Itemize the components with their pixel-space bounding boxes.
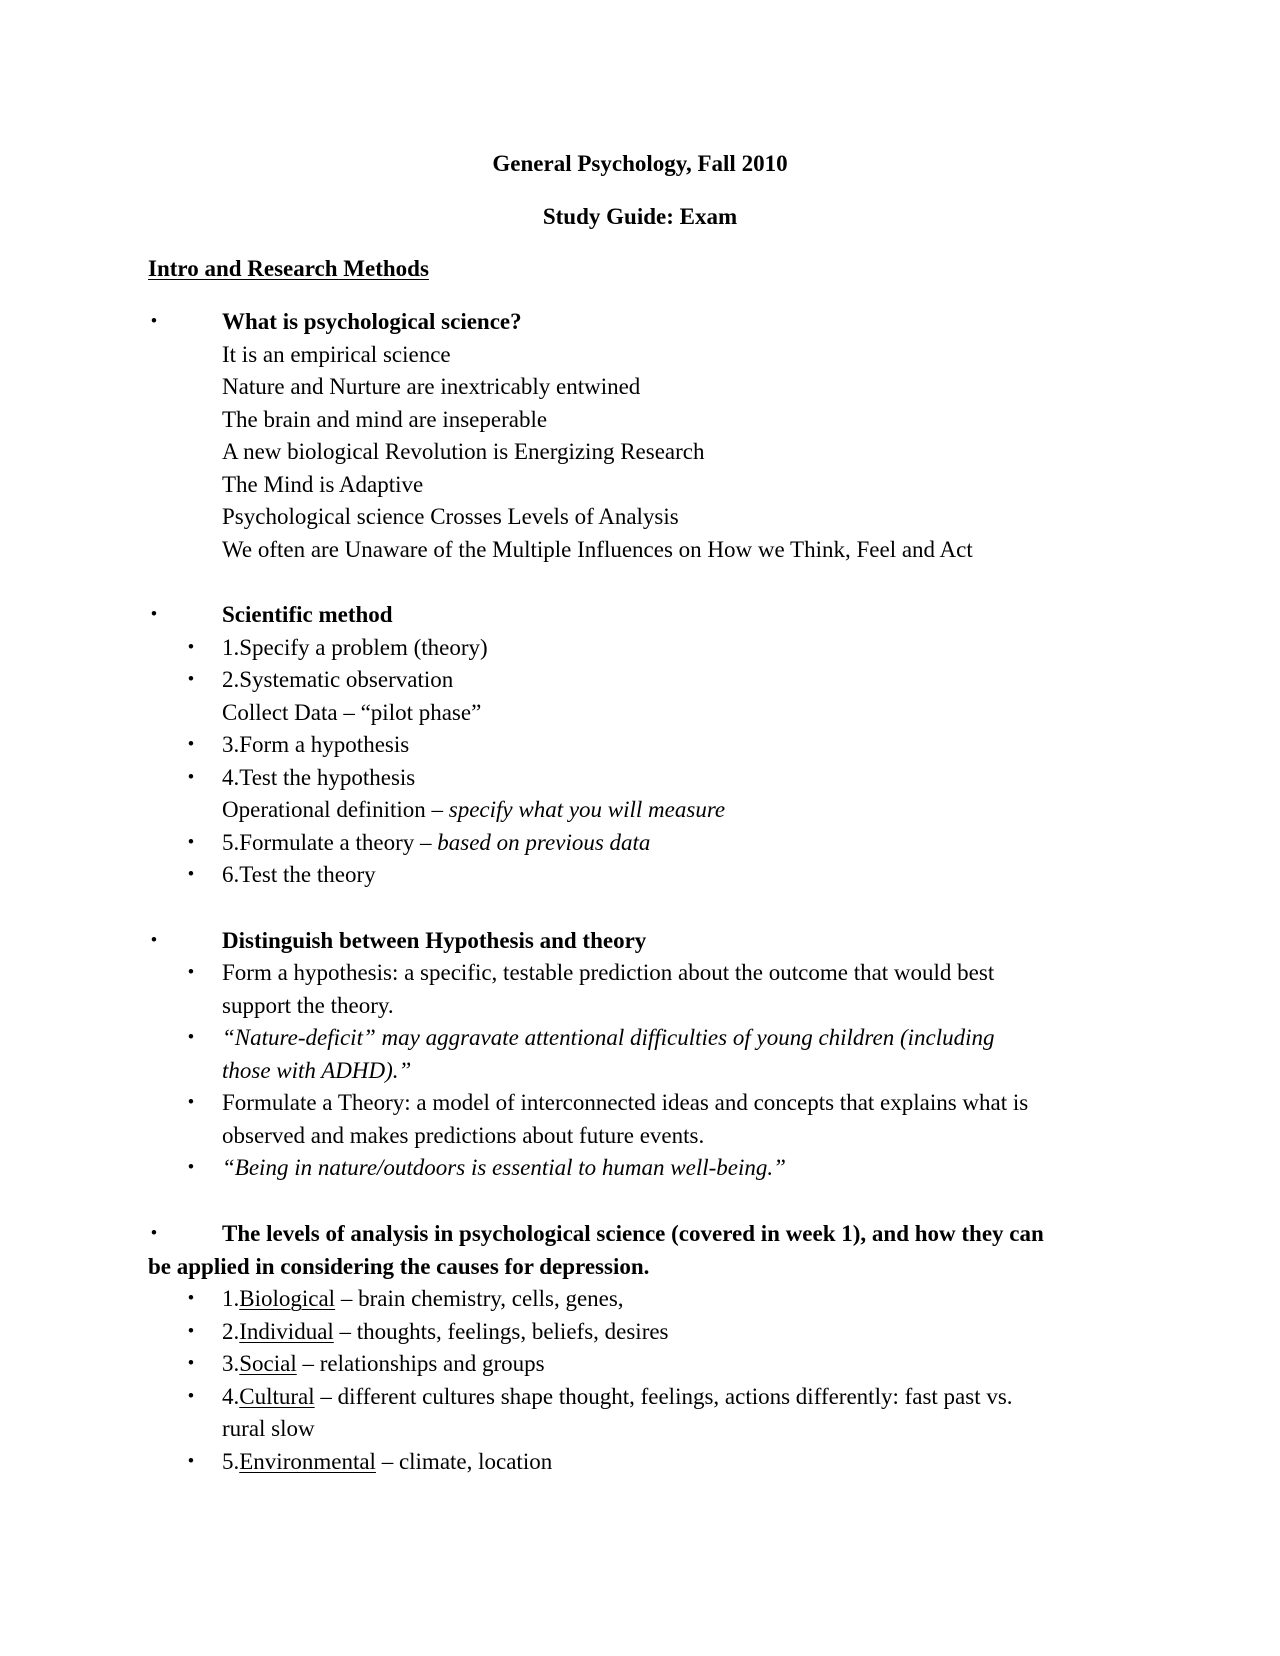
list-item-note: Collect Data – “pilot phase” (222, 700, 482, 725)
list-item: 5.Environmental – climate, location (222, 1449, 553, 1474)
list-item-continuation: support the theory. (222, 993, 394, 1018)
question-heading-scientific-method: Scientific method (222, 602, 393, 627)
bullet-icon (184, 762, 198, 794)
document-title: General Psychology, Fall 2010 (492, 151, 788, 176)
question-heading-continuation: be applied in considering the causes for depression. (148, 1254, 650, 1279)
bullet-icon (184, 1152, 198, 1184)
bullet-icon (184, 827, 198, 859)
list-item: 2.Individual – thoughts, feelings, beliefs, desires (222, 1319, 669, 1344)
question-heading-hypothesis-theory: Distinguish between Hypothesis and theory (222, 928, 647, 953)
bullet-icon (184, 729, 198, 761)
list-item: 3.Social – relationships and groups (222, 1351, 545, 1376)
list-item: Nature and Nurture are inextricably entwined (222, 374, 641, 399)
section-heading: Intro and Research Methods (148, 256, 429, 281)
bullet-icon (147, 1218, 161, 1250)
bullet-icon (184, 859, 198, 891)
list-item: Form a hypothesis: a specific, testable prediction about the outcome that would best (222, 960, 995, 985)
list-item: 1.Specify a problem (theory) (222, 635, 488, 660)
list-item: Psychological science Crosses Levels of Analysis (222, 504, 679, 529)
list-item: “Being in nature/outdoors is essential to human well-being.” (222, 1155, 786, 1180)
list-item: 2.Systematic observation (222, 667, 454, 692)
bullet-icon (184, 1022, 198, 1054)
question-heading-psych-science: What is psychological science? (222, 309, 522, 334)
list-item: Formulate a Theory: a model of interconnected ideas and concepts that explains what is (222, 1090, 1029, 1115)
bullet-icon (184, 1381, 198, 1413)
document-subtitle: Study Guide: Exam (542, 204, 738, 229)
list-item: 6.Test the theory (222, 862, 376, 887)
list-item: 4.Cultural – different cultures shape thought, feelings, actions differently: fast past vs. (222, 1384, 1013, 1409)
list-item: 5.Formulate a theory – based on previous data (222, 830, 651, 855)
bullet-icon (184, 1348, 198, 1380)
list-item-continuation: rural slow (222, 1416, 315, 1441)
bullet-icon (184, 1283, 198, 1315)
list-item-continuation: those with ADHD).” (222, 1058, 412, 1083)
bullet-icon (184, 632, 198, 664)
bullet-icon (184, 1446, 198, 1478)
bullet-icon (184, 664, 198, 696)
list-item: The brain and mind are inseperable (222, 407, 548, 432)
list-item: We often are Unaware of the Multiple Influences on How we Think, Feel and Act (222, 537, 973, 562)
list-item: The Mind is Adaptive (222, 472, 424, 497)
bullet-icon (147, 306, 161, 338)
list-item-continuation: observed and makes predictions about future events. (222, 1123, 705, 1148)
bullet-icon (184, 1087, 198, 1119)
list-item: 4.Test the hypothesis (222, 765, 416, 790)
list-item: 3.Form a hypothesis (222, 732, 410, 757)
question-heading-levels-of-analysis: The levels of analysis in psychological science (covered in week 1), and how they can (222, 1221, 1044, 1246)
bullet-icon (147, 599, 161, 631)
list-item-note: Operational definition – specify what you will measure (222, 797, 726, 822)
list-item: A new biological Revolution is Energizing Research (222, 439, 705, 464)
list-item: It is an empirical science (222, 342, 451, 367)
bullet-icon (147, 925, 161, 957)
list-item: 1.Biological – brain chemistry, cells, genes, (222, 1286, 624, 1311)
bullet-icon (184, 1316, 198, 1348)
bullet-icon (184, 957, 198, 989)
list-item: “Nature-deficit” may aggravate attentional difficulties of young children (including (222, 1025, 995, 1050)
